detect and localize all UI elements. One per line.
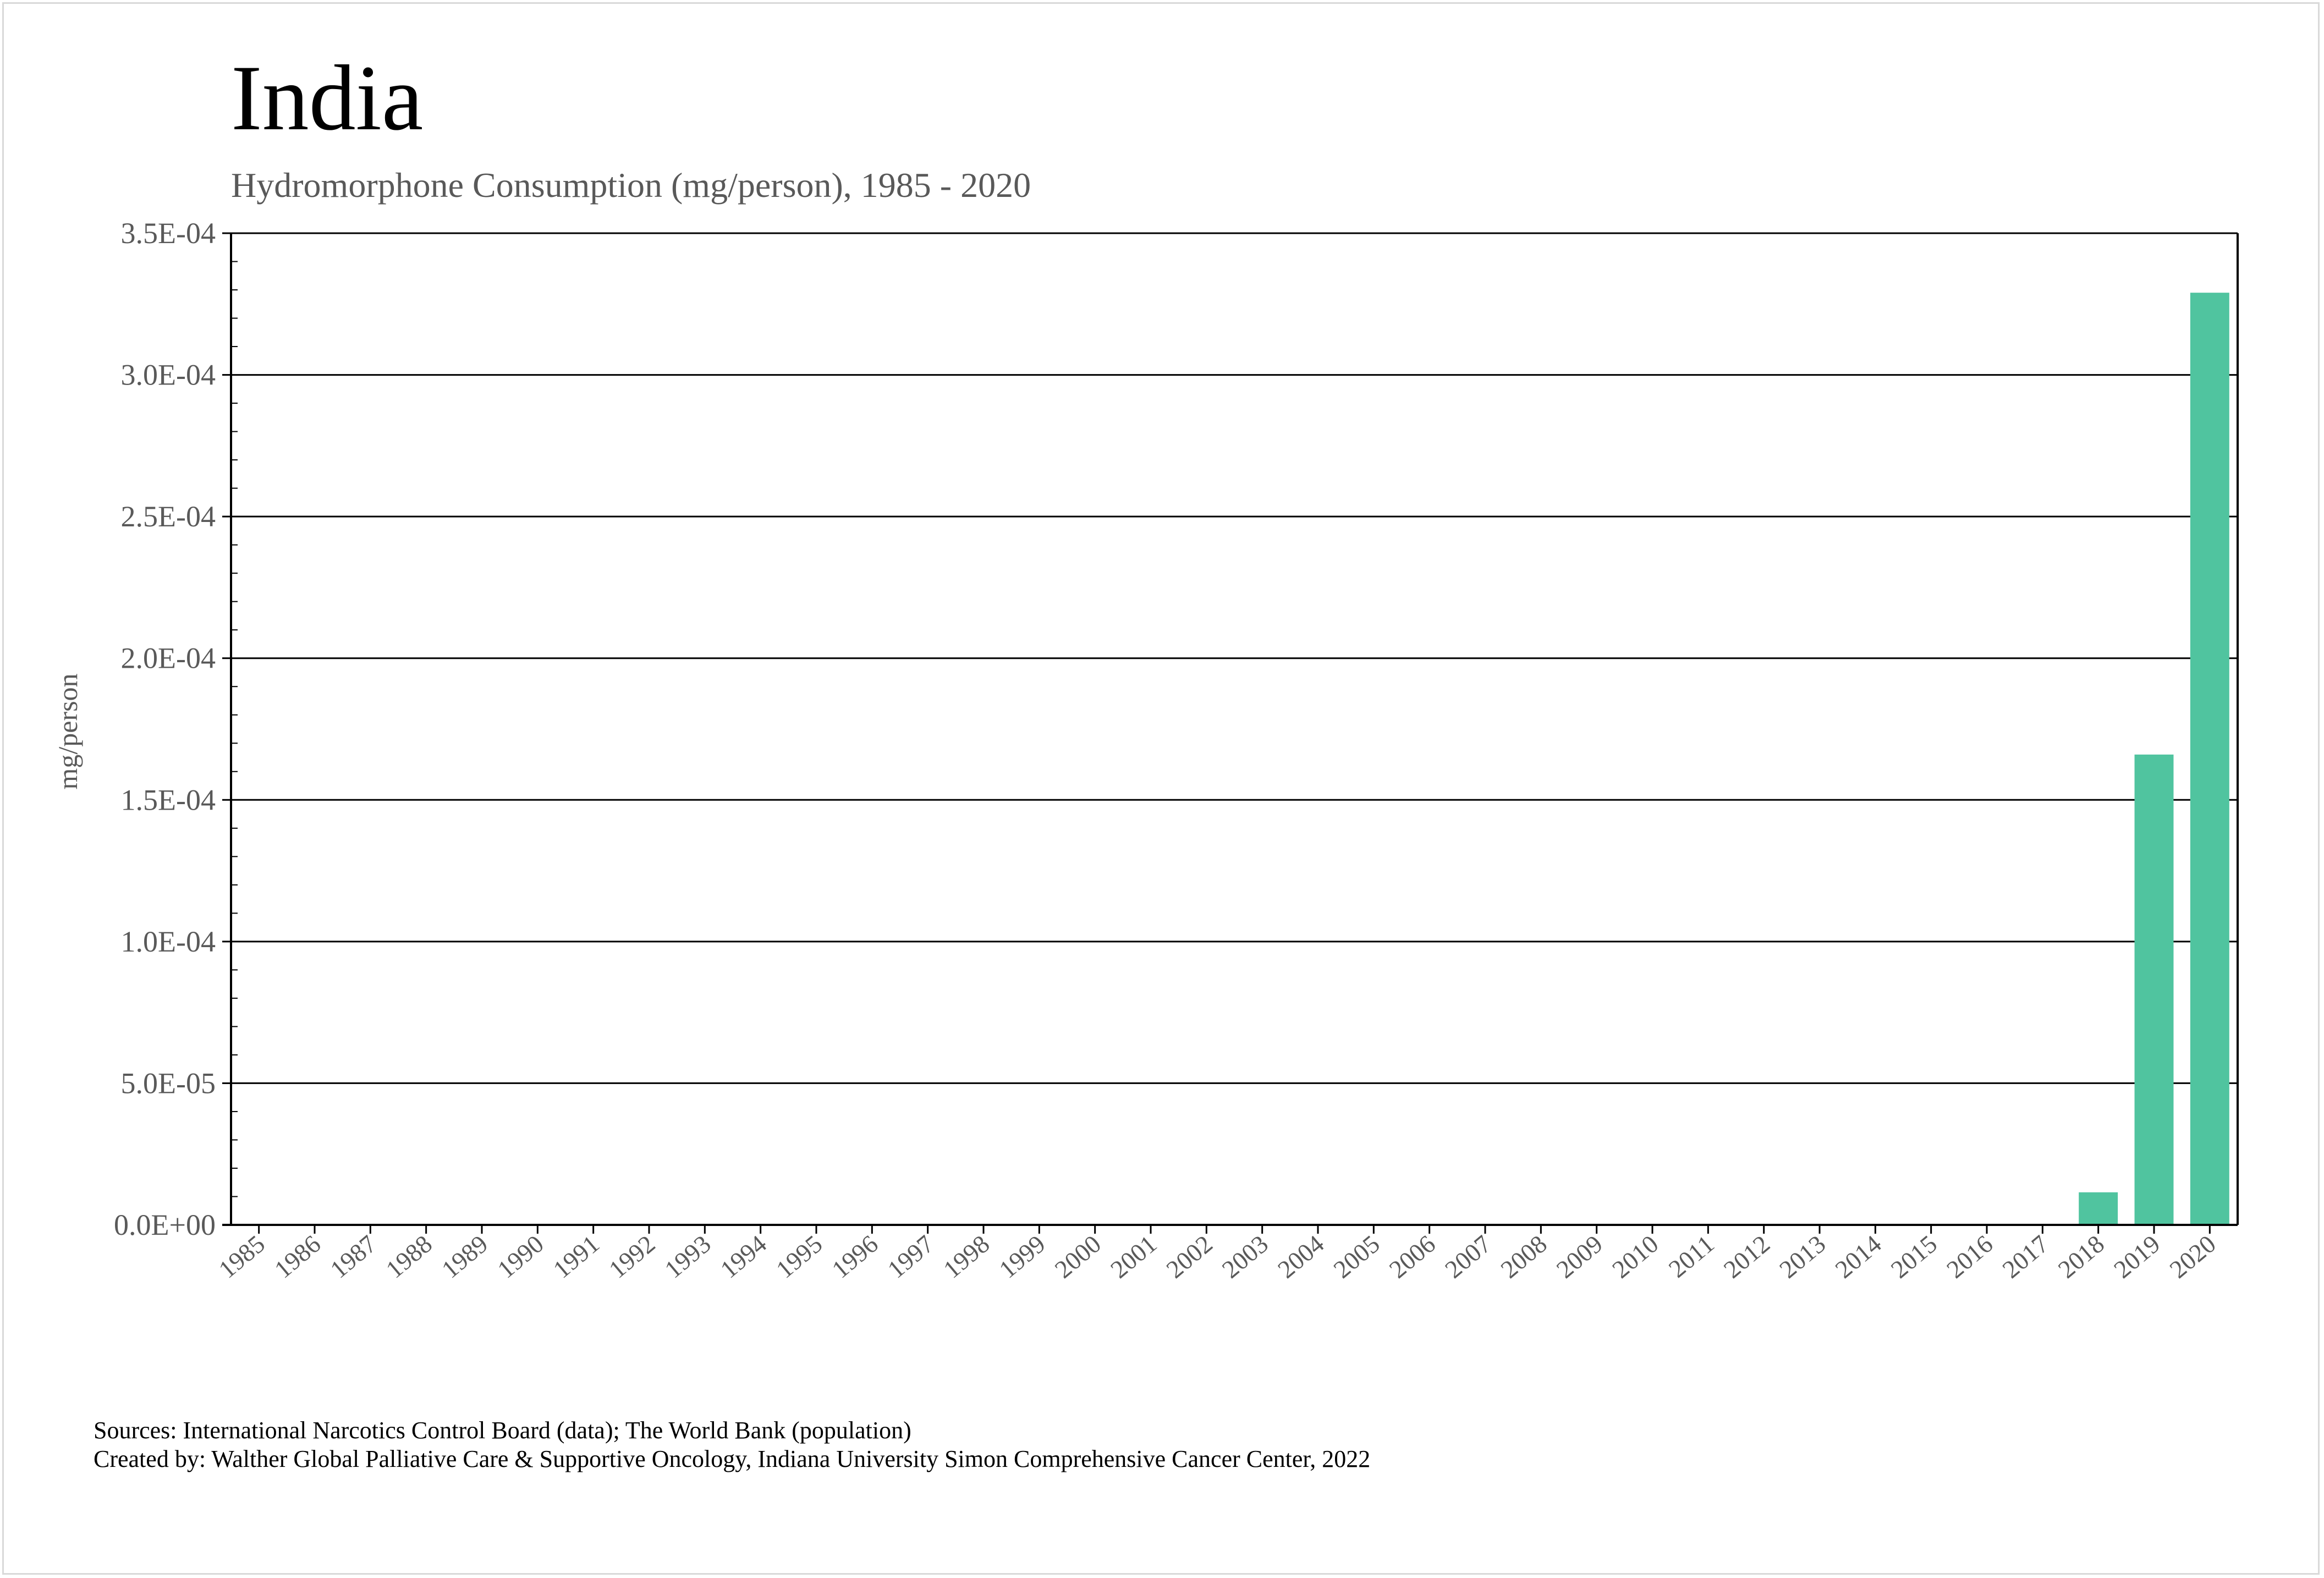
x-tick-label: 2015 bbox=[1885, 1229, 1943, 1284]
y-tick-label: 5.0E-05 bbox=[120, 1066, 216, 1100]
footer-sources: Sources: International Narcotics Control Board (data); The World Bank (population) bbox=[94, 1417, 911, 1444]
x-tick-label: 1999 bbox=[993, 1229, 1051, 1284]
y-tick-label: 3.5E-04 bbox=[120, 217, 216, 250]
x-tick-label: 2005 bbox=[1328, 1229, 1385, 1284]
y-axis-label: mg/person bbox=[52, 673, 83, 790]
x-tick-label: 2020 bbox=[2164, 1229, 2221, 1284]
x-tick-label: 2003 bbox=[1216, 1229, 1274, 1284]
x-tick-label: 2000 bbox=[1049, 1229, 1107, 1284]
footer-created-by: Created by: Walther Global Palliative Care & Supportive Oncology, Indiana University Simon Comprehensive Cancer Center, 2022 bbox=[94, 1445, 1371, 1472]
x-tick-label: 2010 bbox=[1607, 1229, 1664, 1284]
x-tick-label: 2016 bbox=[1941, 1229, 1998, 1284]
x-tick-label: 1995 bbox=[771, 1229, 828, 1284]
x-tick-label: 2007 bbox=[1440, 1229, 1497, 1284]
y-tick-label: 0.0E+00 bbox=[114, 1208, 216, 1241]
x-tick-label: 1993 bbox=[659, 1229, 716, 1284]
x-tick-label: 1989 bbox=[436, 1229, 493, 1284]
y-tick-label: 2.0E-04 bbox=[120, 641, 216, 675]
x-tick-label: 2017 bbox=[1997, 1229, 2054, 1284]
bar-2018 bbox=[2079, 1192, 2118, 1225]
y-tick-label: 2.5E-04 bbox=[120, 500, 216, 534]
x-tick-label: 2001 bbox=[1105, 1229, 1162, 1284]
x-tick-label: 1988 bbox=[380, 1229, 438, 1284]
x-tick-label: 1994 bbox=[715, 1229, 772, 1284]
gridlines bbox=[231, 233, 2238, 1083]
x-tick-label: 2012 bbox=[1718, 1229, 1776, 1284]
x-tick-label: 1985 bbox=[213, 1229, 271, 1284]
x-tick-label: 2014 bbox=[1829, 1229, 1887, 1284]
bar-2019 bbox=[2135, 755, 2174, 1225]
chart-title: India bbox=[231, 46, 424, 150]
x-tick-label: 2019 bbox=[2108, 1229, 2166, 1284]
x-tick-label: 1986 bbox=[269, 1229, 326, 1284]
x-tick-label: 2004 bbox=[1272, 1229, 1329, 1284]
x-tick-label: 2008 bbox=[1495, 1229, 1552, 1284]
x-tick-label: 1997 bbox=[882, 1229, 940, 1284]
x-tick-label: 1990 bbox=[492, 1229, 549, 1284]
y-tick-label: 3.0E-04 bbox=[120, 358, 216, 392]
x-tick-label: 2011 bbox=[1663, 1229, 1719, 1283]
y-tick-label: 1.5E-04 bbox=[120, 783, 216, 817]
x-tick-label: 1987 bbox=[325, 1229, 382, 1284]
x-tick-label: 1998 bbox=[938, 1229, 995, 1284]
x-tick-label: 2013 bbox=[1774, 1229, 1831, 1284]
chart-subtitle: Hydromorphone Consumption (mg/person), 1985 - 2020 bbox=[231, 166, 1031, 205]
x-tick-label: 1992 bbox=[603, 1229, 661, 1284]
x-tick-label: 2009 bbox=[1551, 1229, 1608, 1284]
bar-2020 bbox=[2190, 293, 2229, 1225]
x-tick-label: 2018 bbox=[2052, 1229, 2110, 1284]
x-tick-label: 2002 bbox=[1161, 1229, 1218, 1284]
x-tick-labels bbox=[213, 1230, 2221, 1284]
y-tick-label: 1.0E-04 bbox=[120, 925, 216, 958]
x-tick-label: 1991 bbox=[547, 1229, 605, 1284]
x-tick-label: 1996 bbox=[826, 1229, 883, 1284]
y-tick-labels bbox=[114, 217, 216, 1241]
x-tick-label: 2006 bbox=[1383, 1229, 1441, 1284]
bars bbox=[2079, 293, 2229, 1225]
